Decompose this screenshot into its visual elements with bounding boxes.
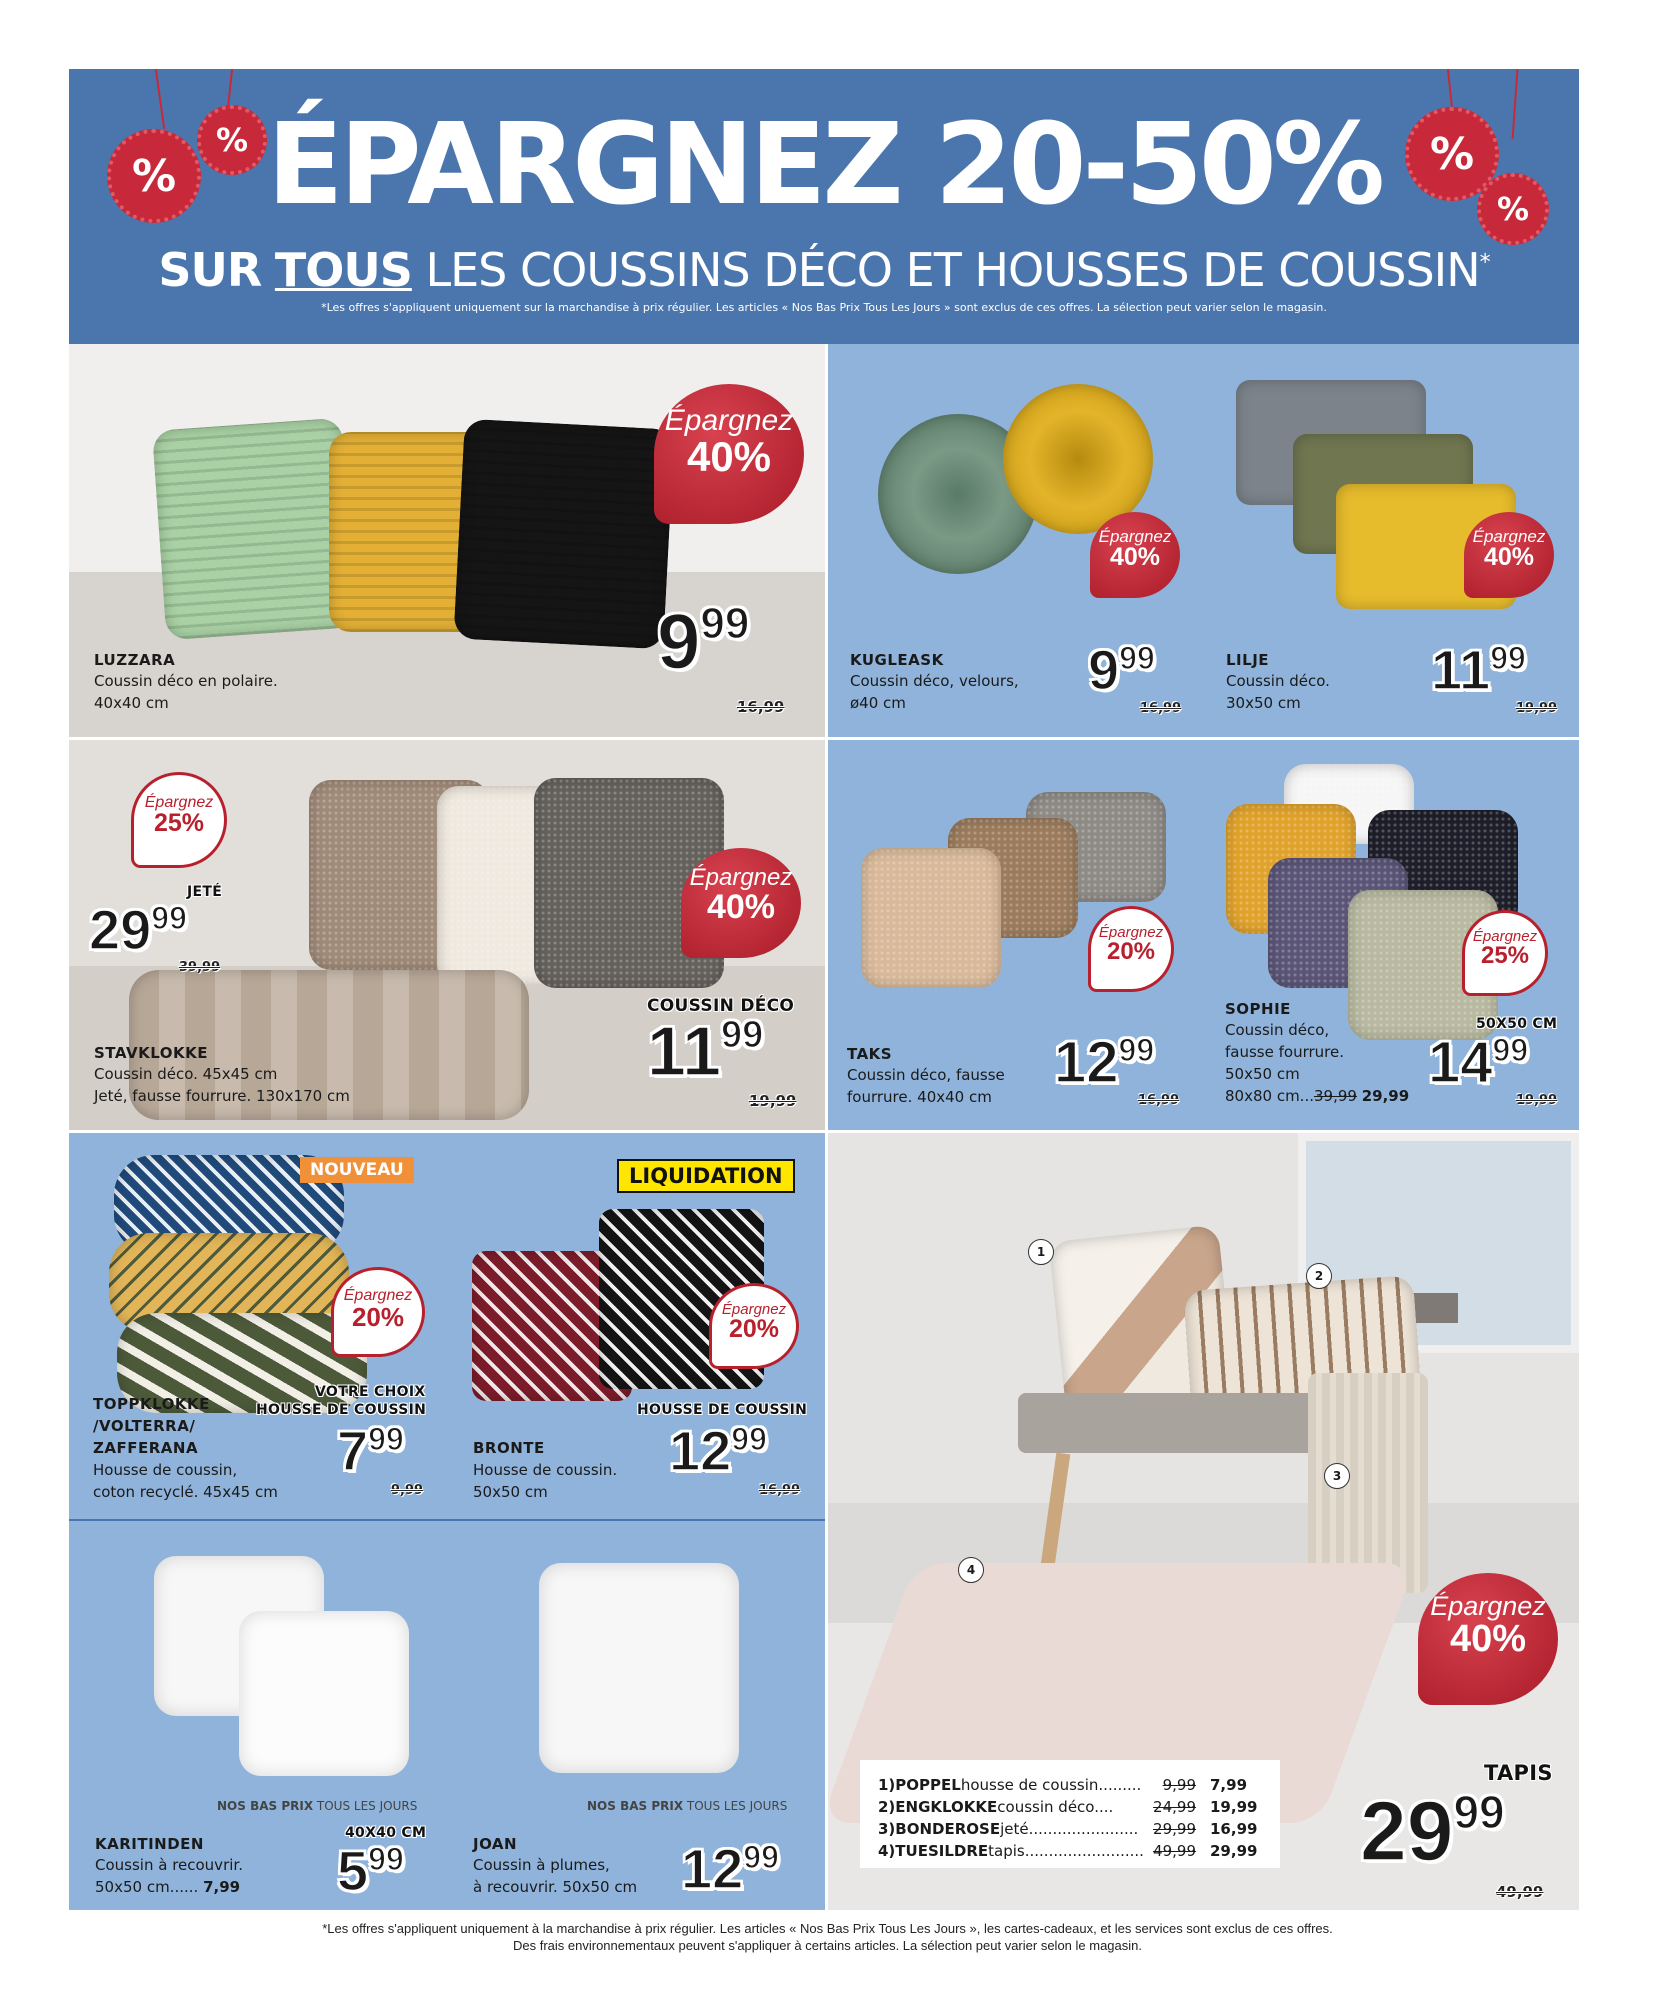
jete-label: JETÉ: [187, 884, 223, 900]
sub-prefix: SUR: [158, 243, 262, 297]
product-desc: Coussin déco,: [1225, 1021, 1330, 1039]
old-price: 16,99: [737, 698, 785, 716]
price: 1199: [647, 1012, 764, 1090]
product-desc: Coussin déco. 45x45 cm: [94, 1065, 278, 1083]
black-pillow: [453, 419, 674, 650]
product-desc: Housse de coussin,: [93, 1461, 238, 1479]
room-items-legend: [860, 1760, 1280, 1868]
save-badge: Épargnez 40%: [654, 384, 804, 524]
feather-pillow: [539, 1563, 739, 1773]
everyday-low-price-logo: NOS BAS PRIX TOUS LES JOURS: [217, 1799, 418, 1813]
jete-price: 2999: [89, 898, 187, 961]
percent-tag-icon: %: [1477, 173, 1549, 245]
product-name: TOPPKLOKKE: [93, 1395, 210, 1413]
product-desc: Coussin déco, velours,: [850, 672, 1019, 690]
banner-subheadline: [69, 243, 1579, 297]
toppklokke-bronte-panel[interactable]: [69, 1133, 825, 1519]
product-desc-4: 80x80 cm...39,99 29,99: [1225, 1087, 1410, 1105]
product-desc-2: à recouvrir. 50x50 cm: [473, 1878, 638, 1896]
price: 1299: [669, 1419, 767, 1482]
save-badge: Épargnez 40%: [1090, 512, 1180, 598]
legend-row: 1)POPPEL housse de coussin......... 9,99 7,99: [878, 1776, 1248, 1794]
price: 1199: [1431, 638, 1526, 701]
product-name: KARITINDEN: [95, 1835, 204, 1853]
percent-tag-icon: %: [197, 105, 267, 175]
product-name: LILJE: [1226, 651, 1270, 669]
save-badge: Épargnez 20%: [709, 1283, 799, 1369]
product-name: JOAN: [473, 1835, 518, 1853]
size-label: 50X50 CM: [1476, 1016, 1558, 1032]
jete-old-price: 39,99: [179, 960, 221, 975]
old-price: 16,99: [759, 1483, 801, 1498]
product-desc: Coussin déco, fausse: [847, 1066, 1005, 1084]
save-badge: Épargnez 40%: [681, 848, 801, 958]
liquidation-badge: LIQUIDATION: [617, 1159, 795, 1193]
old-price: 16,99: [1138, 1093, 1180, 1108]
product-desc-2: 50x50 cm: [473, 1483, 548, 1501]
banner-fine-print: *Les offres s'appliquent uniquement sur la marchandise à prix régulier. Les articles « Nos Bas Prix Tous Les Jours » sont exclus de ces offres. La sélection peut varier selon le magasin.: [321, 301, 1327, 314]
old-price: 19,99: [1516, 701, 1558, 716]
old-price: 16,99: [1140, 701, 1182, 716]
cushion-label: COUSSIN DÉCO: [647, 996, 795, 1016]
price: 999: [1088, 638, 1155, 701]
old-price: 9,99: [391, 1483, 424, 1498]
percent-tag-icon: %: [107, 129, 201, 223]
price: 599: [337, 1839, 404, 1902]
percent-tag-icon: %: [1405, 107, 1499, 201]
marker-1: 1: [1028, 1239, 1054, 1265]
price: 1299: [1054, 1030, 1155, 1095]
luzzara-panel[interactable]: [69, 344, 825, 737]
product-name: STAVKLOKKE: [94, 1044, 208, 1062]
product-desc-2: 50x50 cm...... 7,99: [95, 1878, 241, 1896]
stavklokke-panel[interactable]: [69, 740, 825, 1130]
size-label: 40X40 CM: [345, 1825, 427, 1841]
product-name: LUZZARA: [94, 651, 176, 669]
choice-label: VOTRE CHOIX: [315, 1384, 426, 1400]
green-pillow: [152, 418, 356, 641]
sub-rest: LES COUSSINS DÉCO ET HOUSSES DE COUSSIN: [425, 243, 1480, 297]
product-desc-3: 50x50 cm: [1225, 1065, 1300, 1083]
product-desc: Housse de coussin.: [473, 1461, 618, 1479]
new-badge: NOUVEAU: [300, 1157, 414, 1183]
product-desc-2: Jeté, fausse fourrure. 130x170 cm: [94, 1087, 350, 1105]
tag-string: [1447, 69, 1453, 109]
rug-label: TAPIS: [1484, 1761, 1553, 1785]
tag-string: [227, 69, 233, 109]
product-name: KUGLEASK: [850, 651, 944, 669]
price: 1299: [681, 1837, 779, 1900]
product-desc-2: fourrure. 40x40 cm: [847, 1088, 992, 1106]
product-name-3: ZAFFERANA: [93, 1439, 199, 1457]
save-badge: Épargnez 25%: [131, 772, 227, 868]
beige-fur-pillow: [861, 848, 1001, 988]
sub-emphasis: TOUS: [274, 243, 412, 297]
kugleask-lilje-panel[interactable]: [828, 344, 1579, 737]
product-desc-2: coton recyclé. 45x45 cm: [93, 1483, 278, 1501]
save-badge: Épargnez 40%: [1464, 512, 1554, 598]
legend-row: 4)TUESILDRE tapis......................... 49,99 29,99: [878, 1842, 1258, 1860]
product-name: BRONTE: [473, 1439, 545, 1457]
marker-2: 2: [1306, 1263, 1332, 1289]
footer-line-2: Des frais environnementaux peuvent s'appliquer à certains articles. La sélection peut varier selon le magasin.: [513, 1938, 1142, 1953]
price: 1499: [1428, 1030, 1529, 1095]
price: 999: [657, 597, 750, 685]
taks-sophie-panel[interactable]: [828, 740, 1579, 1130]
save-badge: Épargnez 25%: [1462, 910, 1548, 996]
product-size: 40x40 cm: [94, 694, 169, 712]
product-desc: Coussin à plumes,: [473, 1856, 610, 1874]
product-desc: Coussin déco en polaire.: [94, 672, 278, 690]
cover-label: HOUSSE DE COUSSIN: [637, 1402, 808, 1418]
price: 799: [337, 1419, 404, 1482]
legend-row: 2)ENGKLOKKE coussin déco.... 24,99 19,99: [878, 1798, 1258, 1816]
footer-disclaimer: [0, 1920, 1655, 1954]
old-price: 19,99: [749, 1092, 797, 1110]
product-size: ø40 cm: [850, 694, 906, 712]
price: 2999: [1360, 1784, 1505, 1878]
old-price: 49,99: [1496, 1883, 1544, 1901]
banner-headline: ÉPARGNEZ 20-50%: [266, 100, 1382, 230]
save-badge: Épargnez 40%: [1418, 1573, 1558, 1705]
product-name-2: /VOLTERRA/: [93, 1417, 196, 1435]
product-name: SOPHIE: [1225, 1000, 1291, 1018]
save-badge: Épargnez 20%: [331, 1267, 425, 1357]
save-badge: Épargnez 20%: [1088, 906, 1174, 992]
white-insert-pillow: [239, 1611, 409, 1776]
product-size: 30x50 cm: [1226, 694, 1301, 712]
footer-line-1: *Les offres s'appliquent uniquement à la marchandise à prix régulier. Les articles « Nos Bas Prix Tous Les Jours », les cartes-cadeaux, et les services sont exclus de ces offres.: [322, 1921, 1333, 1936]
product-name: TAKS: [847, 1045, 893, 1063]
karitinden-joan-panel[interactable]: [69, 1521, 825, 1910]
product-desc: Coussin à recouvrir.: [95, 1856, 243, 1874]
marker-3: 3: [1324, 1463, 1350, 1489]
product-desc: Coussin déco.: [1226, 672, 1330, 690]
legend-row: 3)BONDEROSE jeté....................... 29,99 16,99: [878, 1820, 1258, 1838]
cover-label: HOUSSE DE COUSSIN: [256, 1402, 427, 1418]
marker-4: 4: [958, 1557, 984, 1583]
everyday-low-price-logo: NOS BAS PRIX TOUS LES JOURS: [587, 1799, 788, 1813]
asterisk: *: [1479, 250, 1490, 276]
old-price: 19,99: [1516, 1093, 1558, 1108]
promo-banner: [69, 69, 1579, 344]
product-desc-2: fausse fourrure.: [1225, 1043, 1344, 1061]
